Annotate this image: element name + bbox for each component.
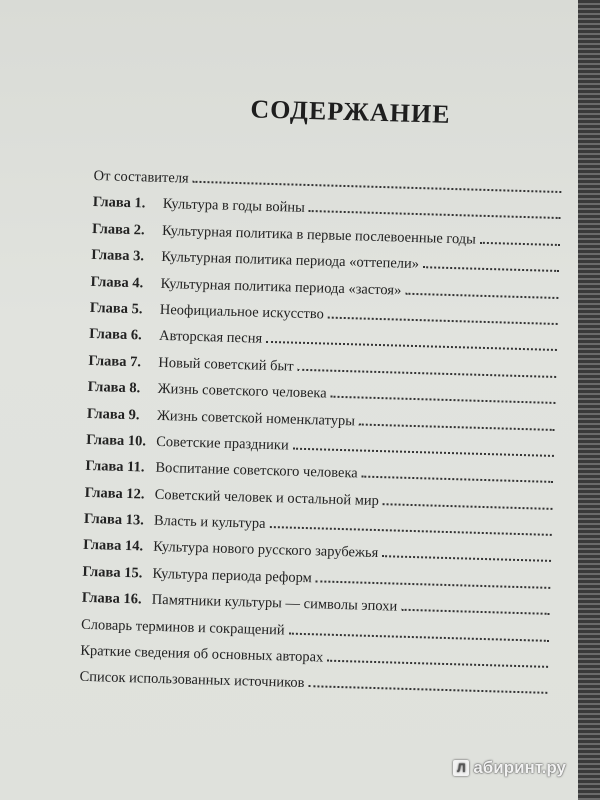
chapter-number: Глава 3. [91, 247, 145, 265]
dot-leader [423, 266, 559, 272]
dot-leader [293, 448, 554, 457]
dot-leader [269, 526, 551, 536]
chapter-number: Глава 12. [84, 484, 145, 503]
chapter-number: Глава 8. [87, 379, 141, 397]
chapter-title: Культура нового русского зарубежья [153, 539, 379, 562]
chapter-title: Воспитание советского человека [155, 460, 358, 482]
chapter-number: Глава 6. [88, 326, 142, 344]
chapter-number: Глава 7. [88, 352, 142, 371]
dot-leader [382, 556, 551, 563]
chapter-title: Памятники культуры — символы эпохи [151, 592, 398, 615]
dot-leader [297, 368, 556, 377]
chapter-title: Авторская песня [158, 328, 263, 348]
dot-leader [308, 686, 547, 695]
book-page-edges [578, 0, 600, 800]
dot-leader [362, 476, 554, 483]
chapter-title: Культура периода реформ [152, 565, 313, 587]
chapter-title: Культурная политика в первые послевоенные годы [161, 222, 477, 248]
chapter-number: Глава 13. [83, 510, 145, 529]
dot-leader [309, 210, 561, 219]
chapter-title: Власть и культура [153, 512, 266, 532]
chapter-number: Глава 4. [90, 273, 144, 291]
chapter-number: Глава 2. [91, 220, 145, 239]
dot-leader [316, 580, 551, 589]
chapter-title: Неофициальное искусство [159, 301, 325, 323]
chapter-number: Глава 11. [85, 458, 145, 476]
dot-leader [331, 396, 556, 404]
dot-leader [193, 181, 562, 193]
chapter-number: Глава 9. [86, 405, 140, 423]
chapter-title: Советские праздники [155, 433, 289, 454]
chapter-title: Советский человек и остальной мир [154, 486, 380, 509]
chapter-title: Новый советский быт [158, 354, 294, 375]
chapter-number: Глава 10. [86, 431, 147, 450]
chapter-number: Глава 1. [92, 194, 146, 212]
chapter-number: Глава 14. [83, 537, 144, 555]
dot-leader [327, 660, 548, 668]
page-title: СОДЕРЖАНИЕ [250, 94, 451, 129]
chapter-title: Жизнь советского человека [157, 380, 327, 402]
chapter-number: Глава 16. [81, 590, 142, 608]
chapter-title: Краткие сведения об основных авторах [80, 642, 324, 666]
chapter-title: Словарь терминов и сокращений [80, 616, 285, 639]
toc-list [79, 168, 564, 709]
labirint-logo-icon: Л [453, 760, 469, 776]
dot-leader [405, 292, 558, 298]
chapter-number: Глава 15. [82, 563, 143, 582]
toc-content [79, 90, 566, 709]
watermark [453, 758, 566, 778]
dot-leader [328, 317, 558, 325]
dot-leader [480, 242, 560, 246]
chapter-title: Список использованных источников [79, 669, 305, 692]
dot-leader [383, 503, 553, 510]
dot-leader [359, 423, 555, 430]
chapter-title: Культурная политика периода «застоя» [160, 275, 402, 299]
chapter-title: Культурная политика периода «оттепели» [161, 249, 420, 273]
watermark-text: абиринт.ру [473, 758, 566, 777]
chapter-title: Жизнь советской номенклатуры [156, 407, 356, 429]
dot-leader [289, 632, 549, 641]
chapter-title: От составителя [93, 167, 189, 187]
chapter-title: Культура в годы войны [162, 196, 306, 217]
chapter-number: Глава 5. [89, 299, 143, 318]
dot-leader [266, 341, 557, 351]
dot-leader [401, 609, 549, 615]
